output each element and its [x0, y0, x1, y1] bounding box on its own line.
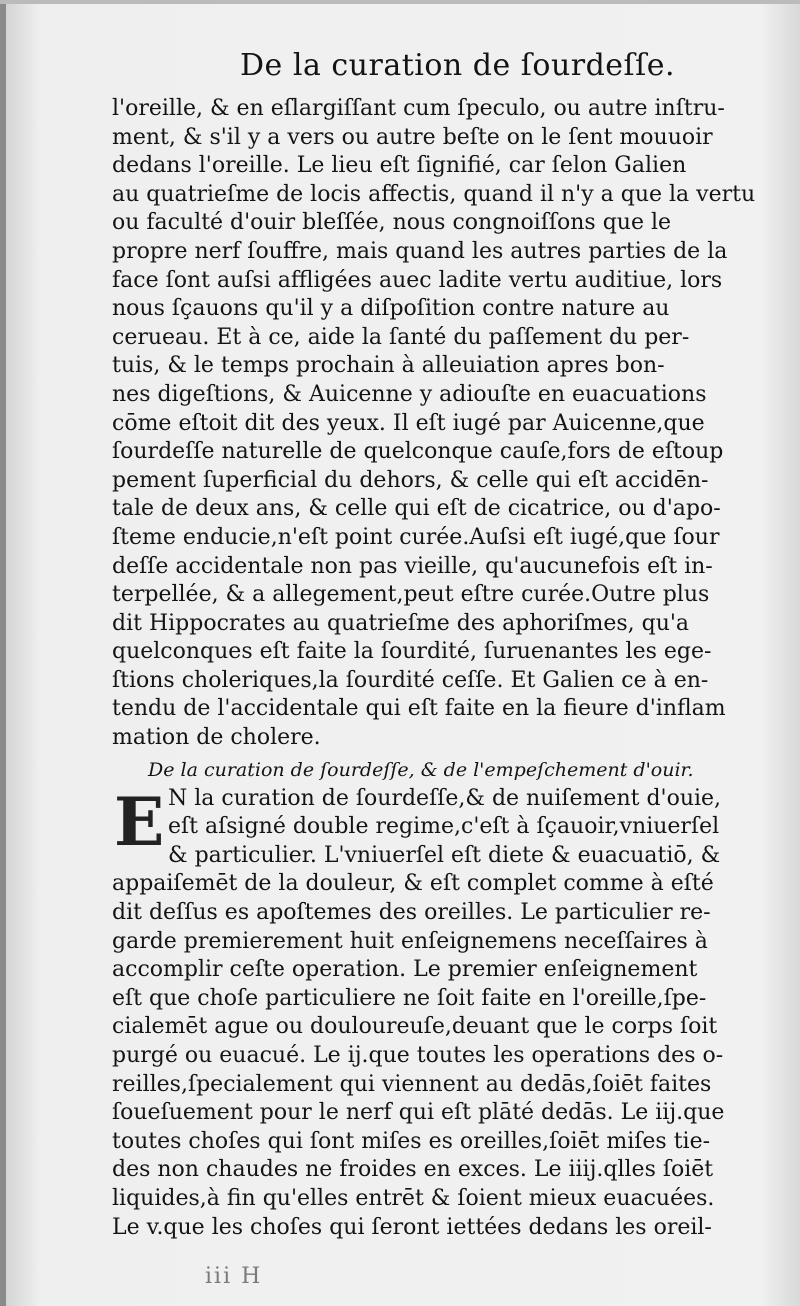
text-line: tendu de l'accidentale qui eſt faite en la fieure d'inflam — [112, 696, 726, 722]
text-line: toutes choſes qui ſont miſes es oreilles,ſoiēt miſes tie- — [112, 1128, 711, 1154]
text-line: eſt aſsigné double regime,c'eſt à ſçauoir,vniuerſel — [168, 814, 720, 840]
text-line: deſſe accidentale non pas vieille, qu'aucunefois eſt in- — [112, 553, 713, 579]
text-line: dit Hippocrates au quatrieſme des aphoriſmes, qu'a — [112, 610, 690, 636]
text-line: des non chaudes ne froides en exces. Le iiij.qlles ſoiēt — [112, 1157, 714, 1183]
text-line: mation de cholere. — [112, 725, 321, 751]
text-line: cialemēt ague ou douloureuſe,deuant que le corps ſoit — [112, 1014, 718, 1040]
page-edge-shadow — [0, 0, 6, 1306]
text-line: face ſont auſsi affligées auec ladite vertu auditiue, lors — [112, 267, 723, 293]
text-line: reilles,ſpecialement qui viennent au dedās,ſoiēt faites — [112, 1071, 712, 1097]
text-line: nous ſçauons qu'il y a diſpoſition contre nature au — [112, 296, 670, 322]
drop-cap-letter: E — [114, 782, 165, 861]
text-line: au quatrieſme de locis affectis, quand il n'y a que la vertu — [112, 181, 756, 207]
text-line: & particulier. L'vniuerſel eſt diete & euacuatiō, & — [168, 842, 721, 868]
text-line: dedans l'oreille. Le lieu eſt ſignifié, car ſelon Galien — [112, 153, 687, 179]
text-line: ſtions choleriques,la ſourdité ceſſe. Et Galien ce à en- — [112, 667, 709, 693]
text-line: cerueau. Et à ce, aide la ſanté du paſſement du per- — [112, 324, 690, 350]
text-line: liquides,à fin qu'elles entrēt & ſoient mieux euacuées. — [112, 1185, 715, 1211]
text-line: ſourdeſſe naturelle de quelconque cauſe,fors de eſtoup — [112, 439, 724, 465]
text-line: tuis, & le temps prochain à alleuiation apres bon- — [112, 353, 665, 379]
page-body — [112, 95, 772, 1242]
signature-mark: iii H — [205, 1264, 263, 1289]
running-head: De la curation de ſourdeſſe. — [240, 48, 676, 83]
text-line: propre nerf ſouffre, mais quand les autres parties de la — [112, 238, 728, 264]
text-line: eſt que choſe particuliere ne ſoit faite en l'oreille,ſpe- — [112, 985, 707, 1011]
text-line: cōme eſtoit dit des yeux. Il eſt iugé par Auicenne,que — [112, 410, 705, 436]
text-line: ou faculté d'ouir bleſſée, nous congnoiſſons que le — [112, 210, 672, 236]
section-title: De la curation de ſourdeſſe, & de l'empeſchement d'ouir. — [148, 758, 694, 781]
text-line: nes digeſtions, & Auicenne y adiouſte en euacuations — [112, 381, 707, 407]
text-line: pement ſuperficial du dehors, & celle qui eſt accidēn- — [112, 467, 709, 493]
text-line: ment, & s'il y a vers ou autre beſte on le ſent mouuoir — [112, 124, 713, 150]
text-line: N la curation de ſourdeſſe,& de nuiſement d'ouie, — [168, 785, 722, 811]
text-line: terpellée, & a allegement,peut eſtre curée.Outre plus — [112, 582, 710, 608]
paragraph-block-1 — [112, 95, 772, 753]
text-line: accomplir ceſte operation. Le premier enſeignement — [112, 957, 698, 983]
page-top-edge — [0, 0, 800, 4]
paragraph-block-2 — [112, 782, 772, 1243]
text-line: ſteme enducie,n'eſt point curée.Auſsi eſt iugé,que ſour — [112, 524, 720, 550]
text-line: dit deſſus es apoſtemes des oreilles. Le particulier re- — [112, 900, 711, 926]
text-line: Le v.que les choſes qui ſeront iettées dedans les oreil- — [112, 1214, 712, 1240]
text-line: l'oreille, & en eſlargiſſant cum ſpeculo, ou autre inſtru- — [112, 96, 725, 121]
text-line: tale de deux ans, & celle qui eſt de cicatrice, ou d'apo- — [112, 496, 721, 522]
text-line: appaiſemēt de la douleur, & eſt complet comme à eſté — [112, 871, 714, 897]
text-line: garde premierement huit enſeignemens neceſſaires à — [112, 928, 708, 954]
text-line: quelconques eſt faite la ſourdité, ſuruenantes les ege- — [112, 639, 712, 665]
text-line: purgé ou euacué. Le ij.que toutes les operations des o- — [112, 1043, 724, 1068]
text-line: ſoueſuement pour le nerf qui eſt plāté dedās. Le iij.que — [112, 1100, 725, 1126]
